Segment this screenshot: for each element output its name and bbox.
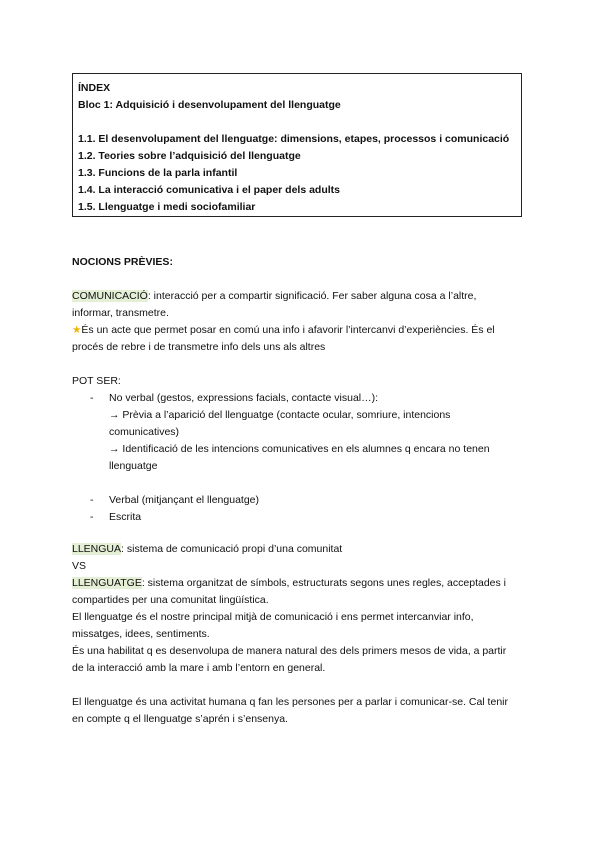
- llenguatge-p2-line2: de la interacció amb la mare i amb l’entorn en general.: [72, 662, 326, 674]
- llengua-section: [72, 541, 532, 677]
- index-item: 1.4. La interacció comunicativa i el paper dels adults: [78, 184, 341, 196]
- nocions-section: [72, 254, 532, 271]
- list-item-nonverbal: - No verbal (gestos, expressions facials, contacte visual…):: [72, 390, 532, 407]
- arrow-item-1-line1: → Prèvia a l’aparició del llenguatge (contacte ocular, somriure, intencions: [109, 409, 451, 421]
- llenguatge-def-line1: LLENGUATGE: sistema organitzat de símbols, estructurats segons unes regles, acceptades i: [72, 577, 507, 589]
- comunicacio-def-line2: informar, transmetre.: [72, 307, 169, 319]
- index-title: ÍNDEX: [78, 82, 111, 94]
- llenguatge-term: LLENGUATGE: [72, 577, 142, 589]
- dash-bullet: -: [90, 511, 94, 523]
- final-paragraph: [72, 694, 532, 728]
- final-line1: El llenguatge és una activitat humana q fan les persones per a parlar i comunicar-se. Cal tenir: [72, 696, 508, 708]
- potser-heading: POT SER:: [72, 375, 121, 387]
- arrow-item-1-line2: comunicatives): [109, 426, 180, 438]
- llenguatge-p2-line1: És una habilitat q es desenvolupa de manera natural des dels primers mesos de vida, a partir: [72, 645, 507, 657]
- star-line2: procés de rebre i de transmetre info dels uns als altres: [72, 341, 326, 353]
- index-bloc: Bloc 1: Adquisició i desenvolupament del llenguatge: [78, 99, 341, 111]
- index-box: [72, 73, 522, 217]
- arrow-item-2-line1: → Identificació de les intencions comunicatives en els alumnes q encara no tenen: [109, 443, 490, 455]
- vs-label: VS: [72, 560, 87, 572]
- llenguatge-p1-line1: El llenguatge és el nostre principal mitjà de comunicació i ens permet intercanviar info,: [72, 611, 474, 623]
- list-item-verbal: - Verbal (mitjançant el llenguatge): [72, 492, 532, 509]
- star-line1: ★És un acte que permet posar en comú una info i afavorir l’intercanvi d’experiències. És el: [72, 324, 495, 336]
- llenguatge-def-line2: compartides per una comunitat lingüística.: [72, 594, 269, 606]
- index-item: 1.3. Funcions de la parla infantil: [78, 167, 238, 179]
- star-icon: ★: [72, 324, 82, 336]
- index-item: 1.1. El desenvolupament del llenguatge: dimensions, etapes, processos i comunicació: [78, 133, 510, 145]
- final-line2: en compte q el llenguatge s’aprén i s’ensenya.: [72, 713, 288, 725]
- comunicacio-term: COMUNICACIÓ: [72, 290, 148, 302]
- index-item: 1.2. Teories sobre l’adquisició del llenguatge: [78, 150, 301, 162]
- dash-bullet: -: [90, 494, 94, 506]
- list-item-escrita: - Escrita: [72, 509, 532, 526]
- llenguatge-p1-line2: missatges, idees, sentiments.: [72, 628, 210, 640]
- arrow-item-2-line2: llenguatge: [109, 460, 158, 472]
- comunicacio-def-line1: COMUNICACIÓ: interacció per a compartir significació. Fer saber alguna cosa a l’altre,: [72, 290, 477, 302]
- llengua-def: LLENGUA: sistema de comunicació propi d’una comunitat: [72, 543, 343, 555]
- comunicacio-section: [72, 288, 532, 356]
- index-item: 1.5. Llenguatge i medi sociofamiliar: [78, 201, 256, 213]
- llengua-term: LLENGUA: [72, 543, 122, 555]
- nocions-heading: NOCIONS PRÈVIES:: [72, 256, 173, 268]
- potser-section: [72, 373, 532, 526]
- dash-bullet: -: [90, 392, 94, 404]
